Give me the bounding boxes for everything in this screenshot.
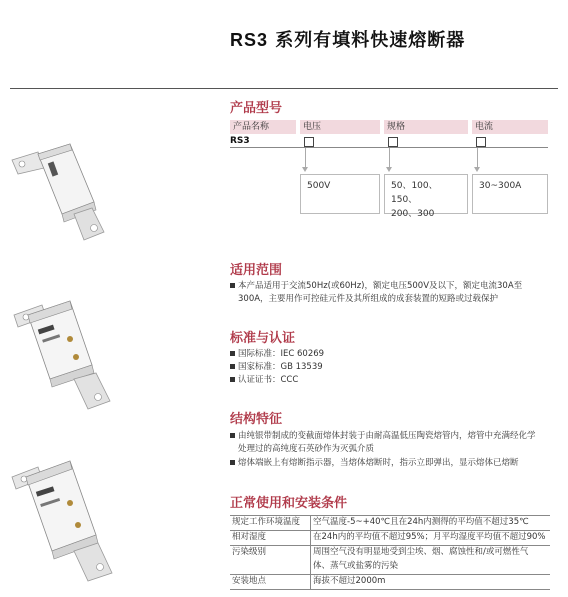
voltage-checkbox[interactable] <box>304 137 314 147</box>
bullet-icon <box>230 283 235 288</box>
condition-key: 污染级别 <box>230 546 311 561</box>
voltage-value-box <box>300 174 380 214</box>
spec-arrow-icon <box>386 167 392 172</box>
structure-line1: 由纯银带制成的变截面熔体封装于由耐高温低压陶瓷熔管内，熔管中充满经化学 <box>238 431 536 441</box>
model-col-current: 电流 <box>472 120 548 134</box>
voltage-value: 500V <box>307 181 331 191</box>
standard-iec: 国际标准：IEC 60269 <box>238 349 325 359</box>
title-divider <box>10 88 558 89</box>
current-arrow-icon <box>474 167 480 172</box>
scope-line2: 300A，主要用作可控硅元件及其所组成的成套装置的短路或过载保护 <box>238 294 499 304</box>
model-product-name: RS3 <box>230 136 250 146</box>
table-row <box>230 516 550 531</box>
fuse-image-1 <box>8 140 118 250</box>
structure-line2: 处理过的高纯度石英砂作为灭弧介质 <box>238 444 375 454</box>
model-col-spec: 规格 <box>384 120 468 134</box>
spec-value-box <box>384 174 468 219</box>
condition-key <box>230 560 311 575</box>
voltage-line <box>305 148 306 168</box>
standard-item <box>230 374 298 386</box>
condition-key: 相对湿度 <box>230 531 311 546</box>
structure-item <box>230 457 519 469</box>
page-title <box>230 26 465 52</box>
scope-item <box>230 280 522 292</box>
condition-key: 规定工作环境温度 <box>230 516 311 531</box>
current-value-box <box>472 174 548 214</box>
structure-item <box>230 430 536 442</box>
fuse-image-3 <box>8 455 118 585</box>
table-row <box>230 560 550 575</box>
model-section-title: 产品型号 <box>230 101 283 116</box>
spec-value-line1: 50、100、150、 <box>391 181 438 205</box>
structure-line3: 熔体端嵌上有熔断指示器，当熔体熔断时，指示立即弹出，显示熔体已熔断 <box>238 458 519 468</box>
fuse-image-2 <box>8 295 118 415</box>
current-line <box>477 148 478 168</box>
standard-item <box>230 361 323 373</box>
bullet-icon <box>230 377 235 382</box>
condition-value: 在24h内的平均值不超过95%；月平均湿度平均值不超过90% <box>313 532 546 542</box>
table-row <box>230 546 550 561</box>
standards-section-title: 标准与认证 <box>230 331 296 346</box>
conditions-section-title: 正常使用和安装条件 <box>230 496 348 511</box>
standard-item <box>230 348 324 360</box>
condition-key: 安装地点 <box>230 575 311 590</box>
condition-value: 体、蒸气或盐雾的污染 <box>313 561 399 571</box>
title-prefix: RS3 <box>230 30 269 50</box>
structure-section-title: 结构特征 <box>230 412 283 427</box>
current-value: 30~300A <box>479 181 522 191</box>
conditions-table <box>230 515 550 590</box>
bullet-icon <box>230 433 235 438</box>
standard-gb: 国家标准：GB 13539 <box>238 362 323 372</box>
bullet-icon <box>230 364 235 369</box>
model-col-voltage: 电压 <box>300 120 380 134</box>
spec-checkbox[interactable] <box>388 137 398 147</box>
current-checkbox[interactable] <box>476 137 486 147</box>
model-col-product-name: 产品名称 <box>230 120 296 134</box>
condition-value: 周围空气没有明显地受到尘埃、烟、腐蚀性和/或可燃性气 <box>313 547 529 557</box>
spec-line <box>389 148 390 168</box>
voltage-arrow-icon <box>302 167 308 172</box>
bullet-icon <box>230 460 235 465</box>
title-text: 系列有填料快速熔断器 <box>275 30 466 51</box>
bullet-icon <box>230 351 235 356</box>
scope-line1: 本产品适用于交流50Hz(或60Hz)，额定电压500V及以下，额定电流30A至 <box>238 281 523 291</box>
spec-value-line2: 200、300 <box>391 209 435 219</box>
table-row <box>230 531 550 546</box>
table-row <box>230 575 550 590</box>
condition-value: 空气温度-5~+40℃且在24h内测得的平均值不超过35℃ <box>313 517 529 527</box>
scope-section-title: 适用范围 <box>230 263 283 278</box>
standard-ccc: 认证证书：CCC <box>238 375 299 385</box>
condition-value: 海拔不超过2000m <box>313 576 386 586</box>
